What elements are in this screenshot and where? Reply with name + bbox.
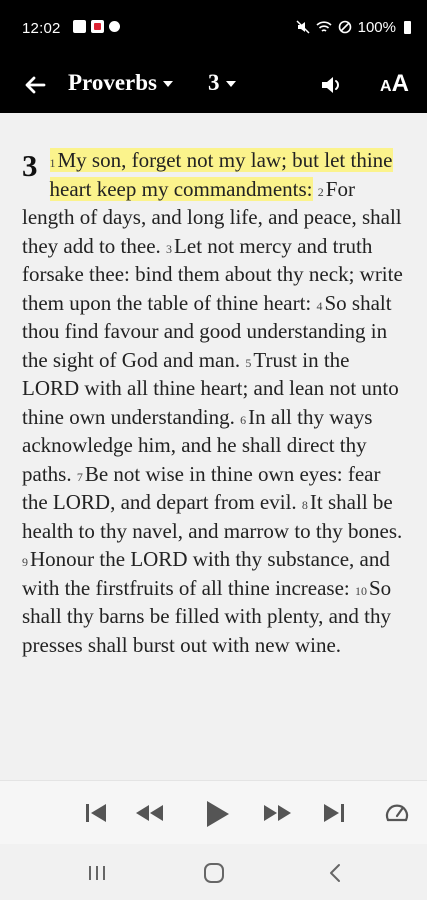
status-right-icons: [296, 19, 411, 36]
verse-number: 3: [166, 241, 173, 256]
verse-number: 2: [317, 184, 324, 199]
verse-text: Let not mercy and truth forsake thee: bind them about thy neck; write them upon the table of thine heart:: [22, 233, 403, 315]
home-icon: [199, 862, 229, 884]
system-back-button[interactable]: [320, 862, 350, 884]
recent-apps-icon: [82, 862, 112, 884]
verse-text: It shall be health to thy navel, and marrow to thy bones.: [22, 490, 403, 543]
wifi-icon: [316, 20, 332, 36]
play-button[interactable]: [201, 799, 233, 827]
verse-text: For length of days, and long life, and peace, shall they add to thee.: [22, 176, 402, 258]
fast-forward-icon: [261, 799, 295, 827]
verse-number: 4: [316, 298, 323, 313]
verse-text: So shalt thou find favour and good understanding in the sight of God and man.: [22, 290, 392, 372]
audio-button[interactable]: [318, 71, 346, 99]
app-bar: [0, 58, 427, 113]
chevron-down-icon: [226, 81, 236, 87]
text-size-small-a: A: [380, 78, 392, 95]
text-size-button[interactable]: [380, 70, 409, 98]
verse[interactable]: [22, 547, 390, 600]
status-bar: [0, 0, 427, 58]
battery-percent: 100%: [357, 19, 396, 36]
mute-icon: [296, 20, 310, 36]
status-time: 12:02: [22, 20, 61, 37]
chapter-number: 3: [22, 148, 38, 183]
chapter-label: 3: [208, 70, 220, 95]
verse-number: 9: [22, 555, 28, 569]
book-selector[interactable]: [68, 70, 173, 96]
rewind-icon: [132, 799, 166, 827]
back-button[interactable]: [20, 70, 50, 100]
passage-text: [22, 146, 410, 659]
reading-pane[interactable]: [0, 113, 427, 780]
chevron-left-icon: [320, 862, 350, 884]
verse-text: My son, forget not my law; but let thine heart keep my commandments:: [49, 148, 393, 201]
battery-icon: [404, 21, 411, 34]
arrow-left-icon: [20, 70, 50, 100]
verse-number: 8: [301, 498, 308, 512]
verse-number: 1: [49, 156, 56, 170]
verse-text: Honour the LORD with thy substance, and with the firstfruits of all thine increase:: [22, 547, 390, 600]
verse-text: Trust in the LORD with all thine heart; and lean not unto thine own understanding.: [22, 347, 399, 429]
verse-text: Be not wise in thine own eyes: fear the LORD, and depart from evil.: [22, 461, 381, 514]
fast-forward-button[interactable]: [261, 799, 293, 827]
skip-previous-icon: [80, 799, 112, 827]
status-left-icons: [73, 20, 120, 33]
home-button[interactable]: [199, 862, 229, 884]
verse-number: 10: [355, 583, 367, 598]
verse-text: So shall thy barns be filled with plenty, and thy presses shall burst out with new wine.: [22, 575, 392, 657]
speaker-icon: [318, 71, 346, 99]
skip-previous-button[interactable]: [80, 799, 112, 827]
skip-next-button[interactable]: [318, 799, 350, 827]
rewind-button[interactable]: [132, 799, 164, 827]
no-disturb-icon: [338, 20, 352, 36]
verse-number: 7: [76, 469, 83, 484]
audio-player: [0, 780, 427, 845]
verse-number: 6: [240, 412, 247, 427]
circle-icon: [109, 21, 120, 32]
playback-speed-icon: [382, 799, 412, 827]
verse-number: 5: [245, 355, 252, 370]
recent-apps-button[interactable]: [82, 862, 112, 884]
text-size-big-a: A: [391, 70, 409, 97]
verse-text: In all thy ways acknowledge him, and he shall direct thy paths.: [22, 404, 373, 486]
book-title: Proverbs: [68, 70, 158, 95]
gallery-icon: [73, 20, 86, 33]
chevron-down-icon: [163, 81, 173, 87]
playback-speed-button[interactable]: [382, 799, 412, 827]
system-nav-bar: [0, 844, 427, 900]
notification-icon: [91, 20, 104, 33]
skip-next-icon: [318, 799, 350, 827]
chapter-selector[interactable]: [208, 70, 236, 96]
play-icon: [201, 799, 233, 829]
